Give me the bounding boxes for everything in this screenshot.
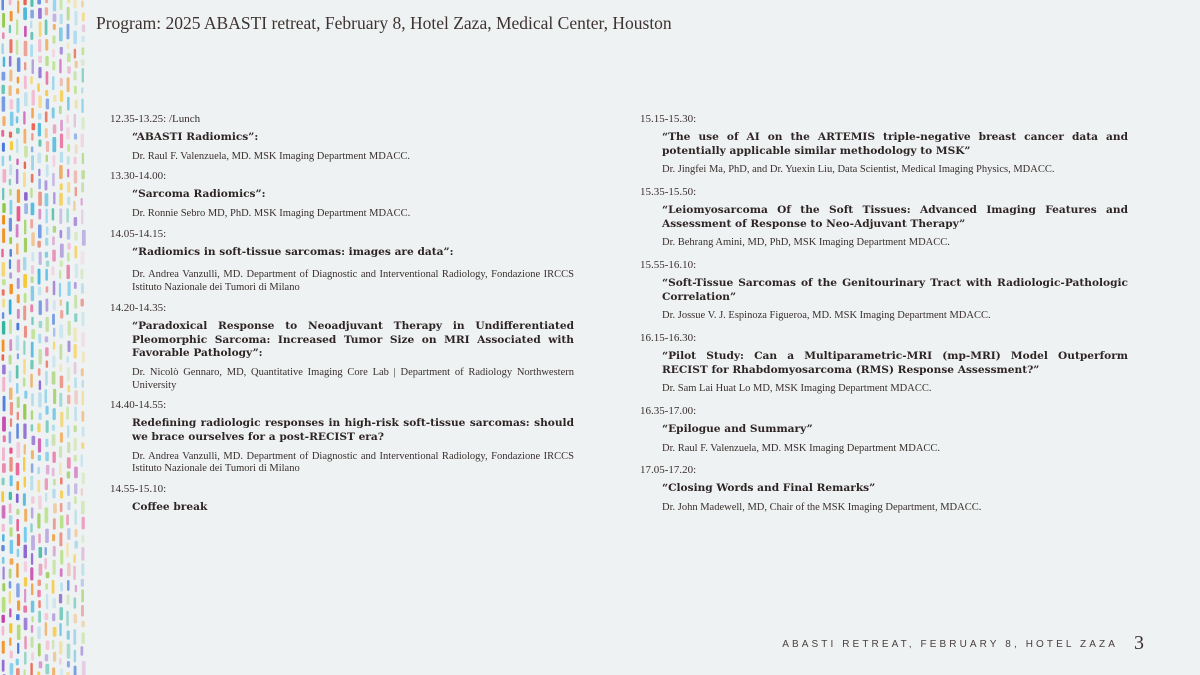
slot-time: 14.20-14.35: [110, 301, 167, 314]
program-right-column [640, 113, 1128, 515]
talk-title: “The use of AI on the ARTEMIS triple-negative breast cancer data and potentially applicable similar methodology to MSK” [662, 131, 1128, 157]
speaker-info: Dr. John Madewell, MD, Chair of the MSK Imaging Department, MDACC. [662, 501, 982, 513]
talk-title: “ABASTI Radiomics”: [132, 131, 259, 143]
speaker-info: Dr. Andrea Vanzulli, MD. Department of Diagnostic and Interventional Radiology, Fondazione IRCCS Istituto Nazionale dei Tumori di Milano [132, 269, 574, 294]
coffee-break-label: Coffee break [132, 501, 208, 514]
program-slot [110, 113, 574, 163]
page-number: 3 [1134, 632, 1144, 654]
slide-footer: ABASTI RETREAT, FEBRUARY 8, HOTEL ZAZA [782, 639, 1118, 650]
program-slot [110, 302, 574, 392]
speaker-info: Dr. Jingfei Ma, PhD, and Dr. Yuexin Liu, Data Scientist, Medical Imaging Physics, MDACC. [662, 164, 1055, 176]
speaker-info: Dr. Nicolò Gennaro, MD, Quantitative Imaging Core Lab | Department of Radiology Northwestern University [132, 366, 574, 391]
program-slot [110, 399, 574, 476]
speaker-info: Dr. Ronnie Sebro MD, PhD. MSK Imaging Department MDACC. [132, 207, 411, 219]
talk-title: “Closing Words and Final Remarks” [662, 482, 876, 495]
program-left-column [110, 113, 574, 521]
program-slot [640, 464, 1128, 514]
slot-time: 14.05-14.15: [110, 227, 167, 240]
speaker-info: Dr. Raul F. Valenzuela, MD. MSK Imaging Department MDACC. [662, 442, 941, 454]
slot-time: 16.35-17.00: [640, 404, 697, 417]
talk-title: Redefining radiologic responses in high-risk soft-tissue sarcomas: should we brace ourselves for a post-RECIST era? [132, 417, 574, 443]
slot-time: 16.15-16.30: [640, 331, 697, 344]
program-slot [640, 186, 1128, 250]
speaker-info: Dr. Jossue V. J. Espinoza Figueroa, MD. MSK Imaging Department MDACC. [662, 310, 991, 322]
speaker-info: Dr. Andrea Vanzulli, MD. Department of Diagnostic and Interventional Radiology, Fondazione IRCCS Istituto Nazionale dei Tumori di Milano [132, 450, 574, 475]
program-slot [110, 170, 574, 220]
slot-time: 15.15-15.30: [640, 113, 697, 125]
talk-title: “Radiomics in soft-tissue sarcomas: images are data”: [132, 245, 454, 258]
talk-title: “Soft-Tissue Sarcomas of the Genitourinary Tract with Radiologic-Pathologic Correlation” [662, 276, 1128, 303]
slide-title: Program: 2025 ABASTI retreat, February 8, Hotel Zaza, Medical Center, Houston [96, 13, 672, 33]
speaker-info: Dr. Sam Lai Huat Lo MD, MSK Imaging Department MDACC. [662, 383, 932, 395]
program-slot [640, 332, 1128, 396]
program-slot [110, 228, 574, 295]
program-slot [640, 405, 1128, 455]
program-slot [110, 483, 574, 515]
slot-time: 13.30-14.00: [110, 170, 167, 183]
talk-title: “Epilogue and Summary” [662, 422, 813, 435]
slot-time: 12.35-13.25: /Lunch [110, 113, 201, 125]
slot-time: 14.40-14.55: [110, 399, 167, 412]
speaker-info: Dr. Behrang Amini, MD, PhD, MSK Imaging Department MDACC. [662, 237, 950, 249]
slot-time: 15.55-16.10: [640, 258, 697, 271]
talk-title: “Pilot Study: Can a Multiparametric-MRI (mp-MRI) Model Outperform RECIST for Rhabdomyosarcoma (RMS) Response Assessment?” [662, 349, 1128, 376]
talk-title: “Paradoxical Response to Neoadjuvant Therapy in Undifferentiated Pleomorphic Sarcoma: Increased Tumor Size on MRI Associated with Favorable Pathology”: [132, 319, 574, 360]
slot-time: 15.35-15.50: [640, 185, 697, 198]
talk-title: “Leiomyosarcoma Of the Soft Tissues: Advanced Imaging Features and Assessment of Response to Neo-Adjuvant Therapy” [662, 203, 1128, 230]
talk-title: “Sarcoma Radiomics”: [132, 188, 266, 201]
speaker-info: Dr. Raul F. Valenzuela, MD. MSK Imaging Department MDACC. [132, 150, 411, 162]
slot-time: 17.05-17.20: [640, 464, 697, 477]
program-slot [640, 259, 1128, 323]
decorative-color-stripes [0, 0, 90, 675]
slot-time: 14.55-15.10: [110, 483, 167, 496]
program-slot [640, 113, 1128, 177]
